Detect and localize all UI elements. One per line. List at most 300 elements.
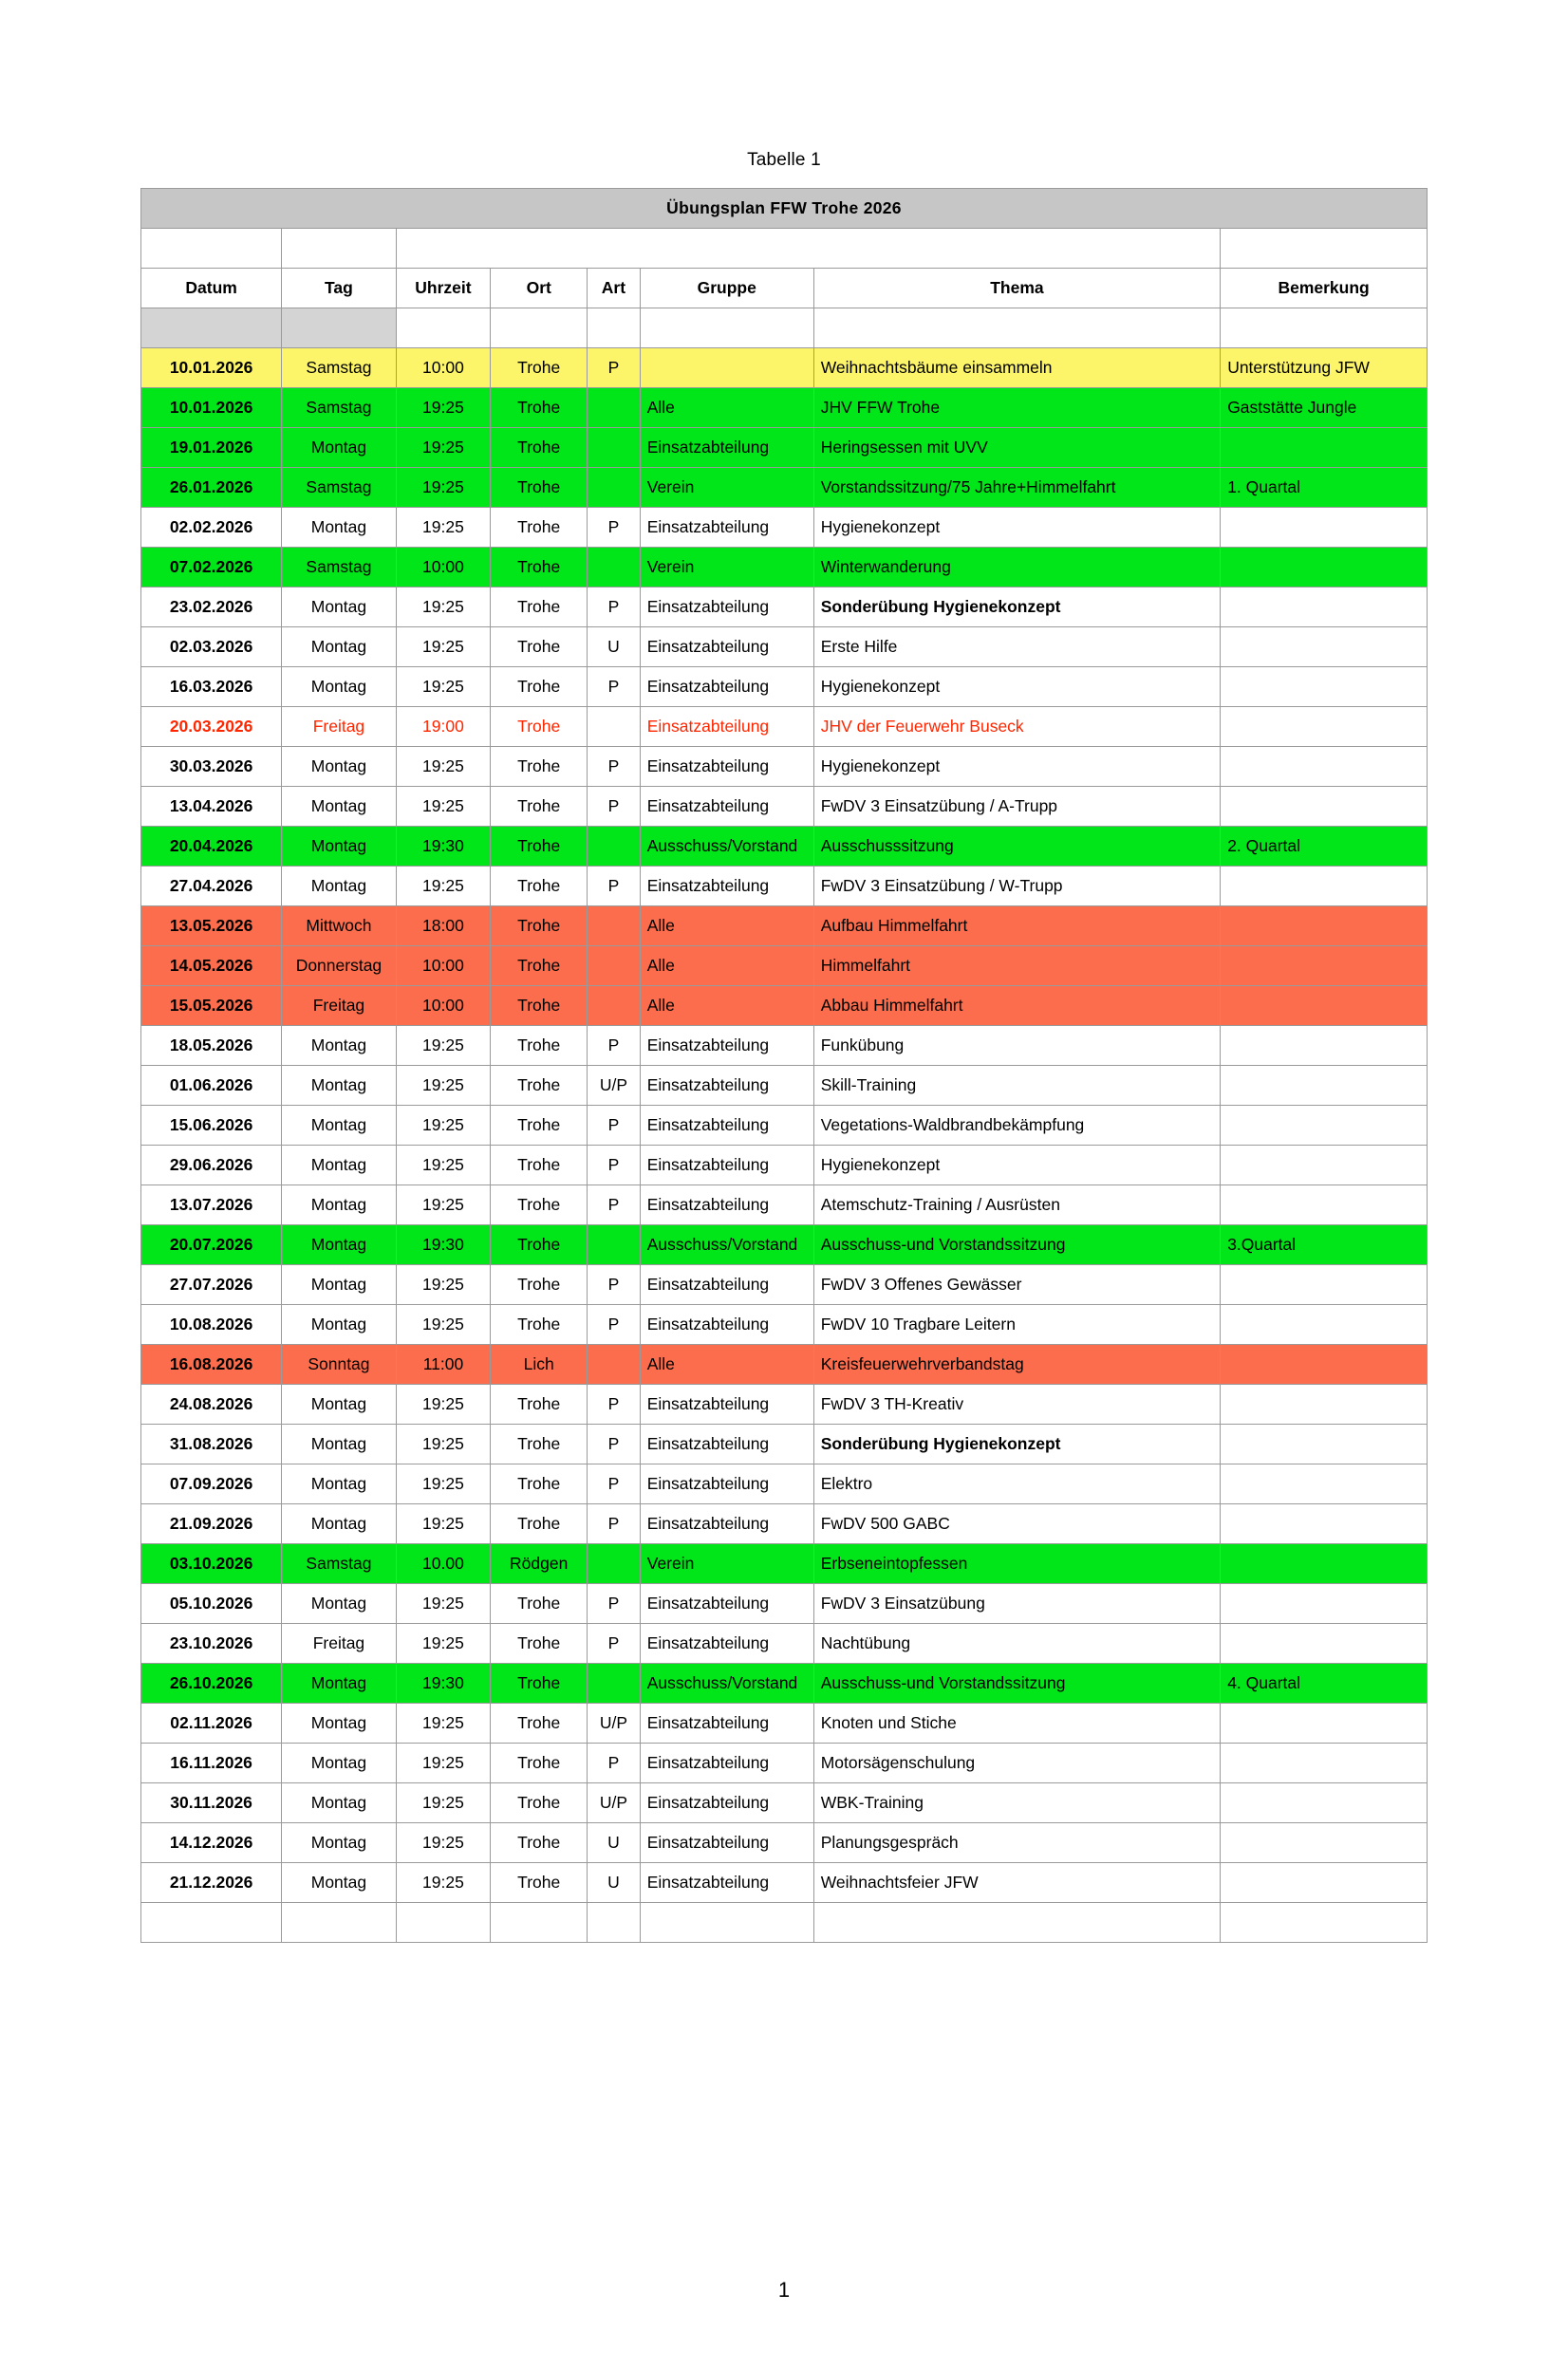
cell-art (588, 548, 641, 588)
cell-ort: Trohe (491, 867, 588, 906)
cell-art: U (588, 1823, 641, 1863)
cell-tag: Montag (282, 1146, 396, 1185)
cell-tag: Montag (282, 827, 396, 867)
cell-tag: Samstag (282, 348, 396, 388)
cell-art: U/P (588, 1704, 641, 1744)
cell-tag: Donnerstag (282, 946, 396, 986)
cell-uhrzeit: 19:25 (396, 747, 491, 787)
cell-uhrzeit: 19:30 (396, 1225, 491, 1265)
table-row (141, 986, 1428, 1026)
table-header-row (141, 269, 1428, 308)
cell-art: P (588, 588, 641, 627)
cell-thema: Erbseneintopfessen (813, 1544, 1220, 1584)
cell-bemerkung: 2. Quartal (1221, 827, 1428, 867)
cell-datum: 13.07.2026 (141, 1185, 282, 1225)
empty-cell (813, 1903, 1220, 1943)
cell-tag: Mittwoch (282, 906, 396, 946)
cell-thema: Ausschuss-und Vorstandssitzung (813, 1664, 1220, 1704)
cell-datum: 01.06.2026 (141, 1066, 282, 1106)
cell-tag: Montag (282, 1584, 396, 1624)
cell-ort: Trohe (491, 348, 588, 388)
cell-tag: Freitag (282, 707, 396, 747)
cell-art: U (588, 627, 641, 667)
cell-ort: Trohe (491, 1584, 588, 1624)
cell-bemerkung (1221, 1305, 1428, 1345)
cell-uhrzeit: 10:00 (396, 348, 491, 388)
cell-gruppe: Einsatzabteilung (640, 1026, 813, 1066)
cell-uhrzeit: 19:25 (396, 1026, 491, 1066)
cell-art: P (588, 1026, 641, 1066)
cell-art: P (588, 1185, 641, 1225)
cell-tag: Samstag (282, 548, 396, 588)
cell-uhrzeit: 19:25 (396, 508, 491, 548)
cell-datum: 10.01.2026 (141, 348, 282, 388)
cell-datum: 10.01.2026 (141, 388, 282, 428)
cell-thema: Elektro (813, 1464, 1220, 1504)
table-row (141, 827, 1428, 867)
cell-bemerkung (1221, 1106, 1428, 1146)
cell-ort: Trohe (491, 1225, 588, 1265)
cell-datum: 21.12.2026 (141, 1863, 282, 1903)
empty-cell (640, 1903, 813, 1943)
cell-thema: Erste Hilfe (813, 627, 1220, 667)
table-row (141, 1385, 1428, 1425)
cell-gruppe: Einsatzabteilung (640, 1265, 813, 1305)
plan-table-wrapper (140, 188, 1428, 1943)
cell-thema: FwDV 500 GABC (813, 1504, 1220, 1544)
cell-tag: Montag (282, 1504, 396, 1544)
cell-ort: Trohe (491, 1624, 588, 1664)
cell-art: P (588, 1504, 641, 1544)
cell-bemerkung (1221, 906, 1428, 946)
cell-uhrzeit: 19:25 (396, 1185, 491, 1225)
cell-ort: Trohe (491, 906, 588, 946)
cell-art (588, 1664, 641, 1704)
cell-thema: Knoten und Stiche (813, 1704, 1220, 1744)
table-row (141, 1664, 1428, 1704)
table-row (141, 588, 1428, 627)
cell-art (588, 1345, 641, 1385)
grey-cell-datum (141, 308, 282, 348)
table-title-row (141, 189, 1428, 229)
cell-datum: 20.07.2026 (141, 1225, 282, 1265)
cell-bemerkung (1221, 1464, 1428, 1504)
cell-art (588, 986, 641, 1026)
cell-thema: Motorsägenschulung (813, 1744, 1220, 1783)
cell-tag: Samstag (282, 388, 396, 428)
cell-thema: Hygienekonzept (813, 1146, 1220, 1185)
cell-uhrzeit: 19:25 (396, 1425, 491, 1464)
table-row (141, 1146, 1428, 1185)
cell-gruppe: Einsatzabteilung (640, 627, 813, 667)
sheet-caption: Tabelle 1 (747, 150, 821, 170)
cell-ort: Trohe (491, 468, 588, 508)
cell-gruppe: Einsatzabteilung (640, 1584, 813, 1624)
page-title: Übungsplan FFW Trohe 2026 (141, 189, 1428, 229)
cell-bemerkung (1221, 1863, 1428, 1903)
cell-art: P (588, 508, 641, 548)
column-header-gruppe: Gruppe (640, 269, 813, 308)
table-row (141, 1624, 1428, 1664)
cell-datum: 15.05.2026 (141, 986, 282, 1026)
cell-uhrzeit: 19:25 (396, 1624, 491, 1664)
cell-art (588, 1544, 641, 1584)
table-row (141, 1744, 1428, 1783)
empty-cell (491, 308, 588, 348)
cell-gruppe: Einsatzabteilung (640, 1185, 813, 1225)
cell-uhrzeit: 19:25 (396, 1146, 491, 1185)
cell-ort: Trohe (491, 1305, 588, 1345)
cell-thema: Ausschusssitzung (813, 827, 1220, 867)
cell-bemerkung (1221, 428, 1428, 468)
table-row (141, 428, 1428, 468)
cell-art: P (588, 1146, 641, 1185)
column-header-datum: Datum (141, 269, 282, 308)
cell-datum: 07.02.2026 (141, 548, 282, 588)
cell-ort: Rödgen (491, 1544, 588, 1584)
cell-thema: Atemschutz-Training / Ausrüsten (813, 1185, 1220, 1225)
table-row (141, 627, 1428, 667)
cell-gruppe: Einsatzabteilung (640, 1385, 813, 1425)
cell-tag: Samstag (282, 1544, 396, 1584)
cell-ort: Trohe (491, 1744, 588, 1783)
cell-datum: 07.09.2026 (141, 1464, 282, 1504)
cell-art: P (588, 1385, 641, 1425)
cell-ort: Trohe (491, 747, 588, 787)
cell-gruppe: Einsatzabteilung (640, 1504, 813, 1544)
cell-thema: Abbau Himmelfahrt (813, 986, 1220, 1026)
cell-bemerkung (1221, 588, 1428, 627)
cell-thema: FwDV 3 Offenes Gewässer (813, 1265, 1220, 1305)
cell-uhrzeit: 19:25 (396, 428, 491, 468)
spacer-cell (282, 229, 396, 269)
cell-ort: Trohe (491, 1185, 588, 1225)
cell-tag: Montag (282, 588, 396, 627)
cell-gruppe: Einsatzabteilung (640, 428, 813, 468)
cell-tag: Samstag (282, 468, 396, 508)
cell-bemerkung (1221, 1265, 1428, 1305)
cell-datum: 05.10.2026 (141, 1584, 282, 1624)
cell-tag: Montag (282, 1185, 396, 1225)
cell-datum: 24.08.2026 (141, 1385, 282, 1425)
cell-art: P (588, 747, 641, 787)
cell-datum: 27.04.2026 (141, 867, 282, 906)
cell-tag: Montag (282, 1744, 396, 1783)
cell-art: P (588, 1464, 641, 1504)
column-header-uhrzeit: Uhrzeit (396, 269, 491, 308)
cell-gruppe: Verein (640, 548, 813, 588)
cell-uhrzeit: 18:00 (396, 906, 491, 946)
cell-ort: Trohe (491, 986, 588, 1026)
table-row (141, 1584, 1428, 1624)
cell-ort: Trohe (491, 1704, 588, 1744)
cell-gruppe: Einsatzabteilung (640, 1704, 813, 1744)
cell-gruppe: Alle (640, 906, 813, 946)
cell-datum: 26.10.2026 (141, 1664, 282, 1704)
cell-ort: Trohe (491, 1863, 588, 1903)
cell-tag: Montag (282, 1425, 396, 1464)
cell-tag: Montag (282, 1265, 396, 1305)
cell-thema: Heringsessen mit UVV (813, 428, 1220, 468)
cell-uhrzeit: 19:25 (396, 1504, 491, 1544)
cell-thema: Hygienekonzept (813, 667, 1220, 707)
cell-datum: 21.09.2026 (141, 1504, 282, 1544)
cell-bemerkung (1221, 867, 1428, 906)
cell-datum: 27.07.2026 (141, 1265, 282, 1305)
cell-art: U/P (588, 1783, 641, 1823)
cell-uhrzeit: 19:00 (396, 707, 491, 747)
cell-tag: Montag (282, 867, 396, 906)
cell-datum: 30.11.2026 (141, 1783, 282, 1823)
table-row (141, 1185, 1428, 1225)
cell-uhrzeit: 11:00 (396, 1345, 491, 1385)
table-row (141, 667, 1428, 707)
cell-gruppe: Einsatzabteilung (640, 1464, 813, 1504)
cell-uhrzeit: 19:25 (396, 1305, 491, 1345)
cell-art: P (588, 1744, 641, 1783)
cell-thema: Kreisfeuerwehrverbandstag (813, 1345, 1220, 1385)
cell-bemerkung (1221, 1504, 1428, 1544)
cell-datum: 13.04.2026 (141, 787, 282, 827)
cell-gruppe: Einsatzabteilung (640, 787, 813, 827)
cell-bemerkung (1221, 946, 1428, 986)
cell-ort: Trohe (491, 667, 588, 707)
cell-datum: 14.12.2026 (141, 1823, 282, 1863)
cell-bemerkung (1221, 1385, 1428, 1425)
cell-art: P (588, 1584, 641, 1624)
cell-datum: 20.03.2026 (141, 707, 282, 747)
table-row (141, 1265, 1428, 1305)
empty-cell (282, 1903, 396, 1943)
cell-uhrzeit: 10:00 (396, 548, 491, 588)
cell-art: P (588, 348, 641, 388)
cell-thema: Vegetations-Waldbrandbekämpfung (813, 1106, 1220, 1146)
empty-cell (396, 1903, 491, 1943)
cell-ort: Trohe (491, 1026, 588, 1066)
spacer-cell-wide (396, 229, 1221, 269)
column-header-thema: Thema (813, 269, 1220, 308)
cell-gruppe: Alle (640, 388, 813, 428)
cell-ort: Trohe (491, 707, 588, 747)
cell-tag: Montag (282, 1066, 396, 1106)
empty-cell (1221, 1903, 1428, 1943)
cell-gruppe: Alle (640, 986, 813, 1026)
cell-uhrzeit: 19:25 (396, 1265, 491, 1305)
cell-ort: Trohe (491, 1783, 588, 1823)
table-row (141, 348, 1428, 388)
cell-gruppe: Einsatzabteilung (640, 1863, 813, 1903)
cell-art: P (588, 1425, 641, 1464)
cell-bemerkung (1221, 548, 1428, 588)
cell-datum: 16.08.2026 (141, 1345, 282, 1385)
cell-uhrzeit: 19:25 (396, 388, 491, 428)
table-row (141, 1704, 1428, 1744)
cell-ort: Trohe (491, 508, 588, 548)
cell-gruppe: Einsatzabteilung (640, 1624, 813, 1664)
cell-thema: Sonderübung Hygienekonzept (813, 1425, 1220, 1464)
cell-uhrzeit: 19:25 (396, 1744, 491, 1783)
empty-cell (813, 308, 1220, 348)
cell-ort: Trohe (491, 1425, 588, 1464)
cell-thema: Vorstandssitzung/75 Jahre+Himmelfahrt (813, 468, 1220, 508)
cell-ort: Trohe (491, 946, 588, 986)
table-row (141, 1823, 1428, 1863)
table-row (141, 747, 1428, 787)
empty-cell (640, 308, 813, 348)
cell-ort: Trohe (491, 1504, 588, 1544)
cell-datum: 18.05.2026 (141, 1026, 282, 1066)
cell-tag: Freitag (282, 1624, 396, 1664)
cell-thema: Himmelfahrt (813, 946, 1220, 986)
cell-datum: 10.08.2026 (141, 1305, 282, 1345)
column-header-tag: Tag (282, 269, 396, 308)
cell-bemerkung: 4. Quartal (1221, 1664, 1428, 1704)
cell-gruppe: Einsatzabteilung (640, 508, 813, 548)
cell-gruppe: Einsatzabteilung (640, 1425, 813, 1464)
table-row (141, 388, 1428, 428)
cell-art (588, 388, 641, 428)
cell-ort: Trohe (491, 627, 588, 667)
cell-bemerkung (1221, 508, 1428, 548)
cell-tag: Montag (282, 1664, 396, 1704)
cell-ort: Trohe (491, 1664, 588, 1704)
cell-ort: Trohe (491, 1464, 588, 1504)
page-number: 1 (777, 2278, 791, 2302)
spacer-row-bottom (141, 1903, 1428, 1943)
cell-gruppe: Einsatzabteilung (640, 588, 813, 627)
cell-bemerkung (1221, 1425, 1428, 1464)
cell-uhrzeit: 19:25 (396, 867, 491, 906)
cell-thema: Planungsgespräch (813, 1823, 1220, 1863)
cell-datum: 14.05.2026 (141, 946, 282, 986)
table-row (141, 508, 1428, 548)
cell-art: P (588, 667, 641, 707)
cell-thema: FwDV 10 Tragbare Leitern (813, 1305, 1220, 1345)
table-body (141, 189, 1428, 1943)
table-row (141, 1783, 1428, 1823)
cell-bemerkung (1221, 707, 1428, 747)
cell-bemerkung (1221, 1783, 1428, 1823)
cell-bemerkung (1221, 1744, 1428, 1783)
cell-thema: FwDV 3 Einsatzübung / A-Trupp (813, 787, 1220, 827)
cell-uhrzeit: 19:25 (396, 787, 491, 827)
cell-bemerkung (1221, 1185, 1428, 1225)
cell-bemerkung (1221, 1345, 1428, 1385)
cell-ort: Trohe (491, 1106, 588, 1146)
cell-thema: Winterwanderung (813, 548, 1220, 588)
empty-cell (588, 308, 641, 348)
cell-datum: 19.01.2026 (141, 428, 282, 468)
cell-uhrzeit: 10.00 (396, 1544, 491, 1584)
cell-bemerkung: 3.Quartal (1221, 1225, 1428, 1265)
cell-thema: FwDV 3 TH-Kreativ (813, 1385, 1220, 1425)
cell-thema: Aufbau Himmelfahrt (813, 906, 1220, 946)
cell-gruppe: Einsatzabteilung (640, 1146, 813, 1185)
cell-uhrzeit: 19:25 (396, 588, 491, 627)
cell-datum: 16.03.2026 (141, 667, 282, 707)
cell-gruppe: Einsatzabteilung (640, 747, 813, 787)
cell-thema: FwDV 3 Einsatzübung / W-Trupp (813, 867, 1220, 906)
cell-datum: 02.02.2026 (141, 508, 282, 548)
cell-art: P (588, 867, 641, 906)
cell-uhrzeit: 19:25 (396, 1863, 491, 1903)
cell-ort: Trohe (491, 428, 588, 468)
uebungsplan-table (140, 188, 1428, 1943)
cell-bemerkung (1221, 1544, 1428, 1584)
cell-bemerkung (1221, 1624, 1428, 1664)
cell-thema: Hygienekonzept (813, 747, 1220, 787)
cell-bemerkung (1221, 1026, 1428, 1066)
table-row (141, 1106, 1428, 1146)
cell-art: U (588, 1863, 641, 1903)
cell-art (588, 707, 641, 747)
cell-gruppe: Ausschuss/Vorstand (640, 1225, 813, 1265)
cell-datum: 23.02.2026 (141, 588, 282, 627)
spacer-cell (141, 229, 282, 269)
cell-datum: 16.11.2026 (141, 1744, 282, 1783)
cell-tag: Montag (282, 667, 396, 707)
grey-band-row (141, 308, 1428, 348)
cell-art (588, 1225, 641, 1265)
cell-gruppe: Einsatzabteilung (640, 1066, 813, 1106)
cell-gruppe: Einsatzabteilung (640, 1106, 813, 1146)
empty-cell (588, 1903, 641, 1943)
cell-uhrzeit: 19:25 (396, 627, 491, 667)
cell-gruppe: Ausschuss/Vorstand (640, 827, 813, 867)
table-row (141, 1544, 1428, 1584)
column-header-ort: Ort (491, 269, 588, 308)
table-row (141, 707, 1428, 747)
cell-art: P (588, 1305, 641, 1345)
cell-uhrzeit: 19:30 (396, 1664, 491, 1704)
cell-uhrzeit: 19:25 (396, 1584, 491, 1624)
cell-uhrzeit: 19:30 (396, 827, 491, 867)
cell-thema: Funkübung (813, 1026, 1220, 1066)
cell-ort: Trohe (491, 548, 588, 588)
table-row (141, 1425, 1428, 1464)
cell-bemerkung (1221, 667, 1428, 707)
cell-tag: Montag (282, 428, 396, 468)
cell-gruppe: Verein (640, 1544, 813, 1584)
cell-art (588, 827, 641, 867)
cell-datum: 23.10.2026 (141, 1624, 282, 1664)
cell-gruppe: Einsatzabteilung (640, 667, 813, 707)
table-row (141, 1464, 1428, 1504)
cell-tag: Montag (282, 1106, 396, 1146)
cell-gruppe: Einsatzabteilung (640, 1744, 813, 1783)
cell-art (588, 428, 641, 468)
cell-tag: Montag (282, 1783, 396, 1823)
cell-ort: Lich (491, 1345, 588, 1385)
cell-ort: Trohe (491, 1146, 588, 1185)
cell-thema: Sonderübung Hygienekonzept (813, 588, 1220, 627)
column-header-art: Art (588, 269, 641, 308)
table-row (141, 1345, 1428, 1385)
cell-uhrzeit: 19:25 (396, 1464, 491, 1504)
table-row (141, 867, 1428, 906)
cell-tag: Montag (282, 1026, 396, 1066)
table-row (141, 468, 1428, 508)
document-page (0, 150, 1568, 2369)
cell-datum: 15.06.2026 (141, 1106, 282, 1146)
cell-gruppe: Alle (640, 946, 813, 986)
cell-bemerkung (1221, 1066, 1428, 1106)
cell-bemerkung (1221, 627, 1428, 667)
cell-bemerkung (1221, 986, 1428, 1026)
cell-datum: 02.03.2026 (141, 627, 282, 667)
cell-thema: Skill-Training (813, 1066, 1220, 1106)
cell-bemerkung: Unterstützung JFW (1221, 348, 1428, 388)
